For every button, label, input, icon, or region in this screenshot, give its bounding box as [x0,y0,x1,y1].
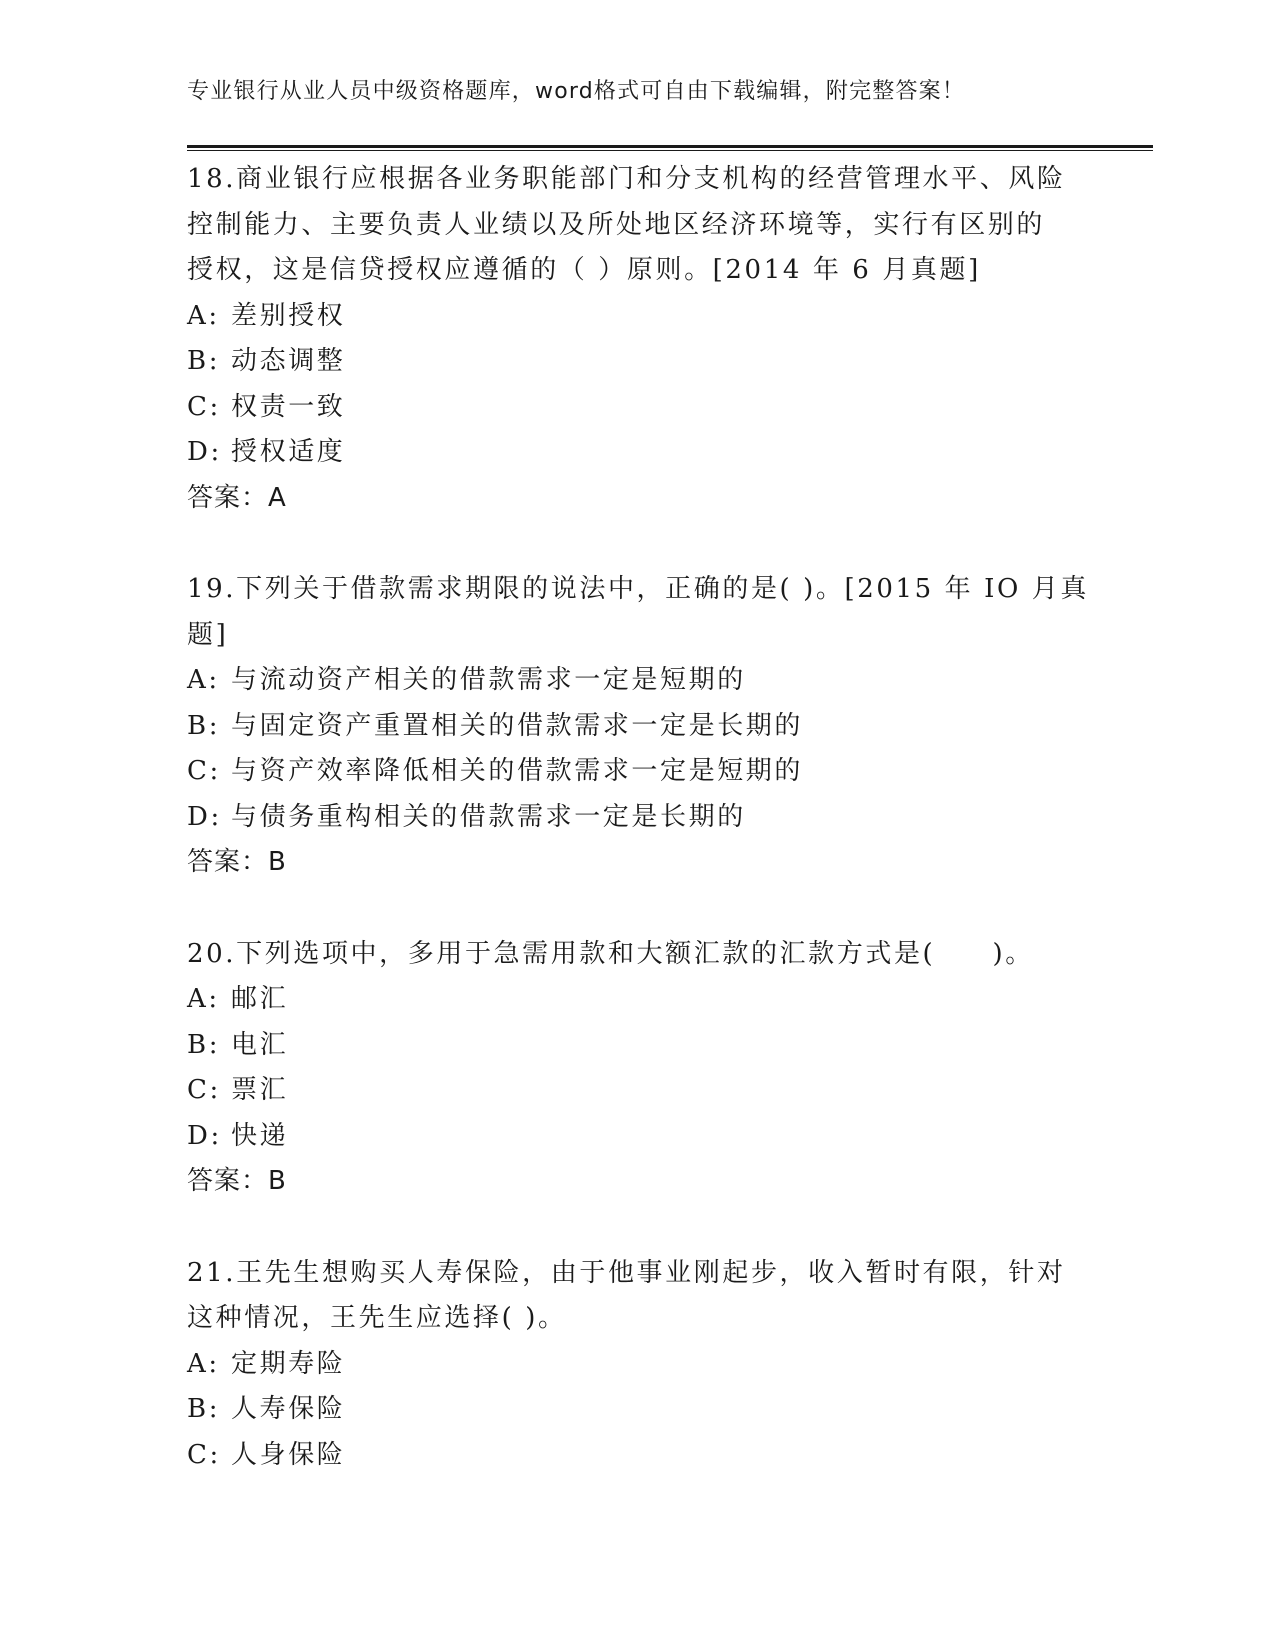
question-21 [187,1251,1087,1479]
option-d [187,1114,1087,1160]
option-key: B: [187,1394,221,1424]
option-key: D: [187,801,222,832]
option-text: 人寿保险 [231,1394,346,1424]
answer: 答案：A [187,482,287,513]
option-text: 与固定资产重置相关的借款需求一定是长期的 [231,710,804,741]
option-key: A: [187,1348,220,1379]
option-d [187,430,1087,476]
question-text-line: 19.下列关于借款需求期限的说法中，正确的是( )。[2015 年 IO 月真 [187,574,1089,604]
option-text: 与债务重构相关的借款需求一定是长期的 [231,801,746,832]
option-key: C: [187,1075,221,1105]
option-text: 权责一致 [231,391,346,422]
option-key: D: [187,437,222,467]
answer: 答案：B [187,1166,287,1196]
option-key: C: [187,1439,221,1470]
option-c [187,1433,1087,1479]
question-text-line: 这种情况，王先生应选择( )。 [187,1303,567,1333]
option-a [187,1342,1087,1388]
option-c [187,385,1087,431]
question-19 [187,567,1087,886]
option-key: C: [187,391,221,422]
question-text-line: 21.王先生想购买人寿保险，由于他事业刚起步，收入暂时有限，针对 [187,1257,1066,1288]
question-text-line: 题] [187,619,229,650]
option-text: 定期寿险 [231,1348,346,1379]
option-c [187,749,1087,795]
question-18 [187,157,1087,521]
option-key: C: [187,756,221,786]
option-text: 授权适度 [231,437,346,467]
option-b [187,1387,1087,1433]
option-b [187,339,1087,385]
option-key: B: [187,710,221,741]
option-text: 动态调整 [231,346,346,376]
page-header: 专业银行从业人员中级资格题库，word格式可自由下载编辑，附完整答案！ [187,79,966,104]
header-rule-thin [187,150,1153,151]
question-list [187,157,1087,1524]
option-key: A: [187,665,220,695]
option-key: B: [187,346,221,376]
question-text-line: 控制能力、主要负责人业绩以及所处地区经济环境等，实行有区别的 [187,209,1046,240]
option-c [187,1068,1087,1114]
option-text: 与流动资产相关的借款需求一定是短期的 [231,665,746,695]
header-rule-thick [187,145,1153,148]
option-text: 电汇 [231,1029,289,1060]
answer: 答案：B [187,847,287,877]
option-b [187,704,1087,750]
option-text: 差别授权 [231,300,346,331]
option-key: D: [187,1120,222,1151]
question-text-line: 授权，这是信贷授权应遵循的（ ）原则。[2014 年 6 月真题] [187,255,981,285]
question-20 [187,932,1087,1205]
option-a [187,294,1087,340]
option-a [187,977,1087,1023]
option-text: 人身保险 [231,1439,346,1470]
option-text: 快递 [231,1120,289,1151]
question-text-line: 18.商业银行应根据各业务职能部门和分支机构的经营管理水平、风险 [187,164,1066,194]
option-text: 票汇 [231,1075,289,1105]
option-key: B: [187,1029,221,1060]
option-key: A: [187,984,220,1014]
option-d [187,795,1087,841]
option-text: 邮汇 [231,984,289,1014]
option-b [187,1023,1087,1069]
option-text: 与资产效率降低相关的借款需求一定是短期的 [231,756,804,786]
question-text-line: 20.下列选项中，多用于急需用款和大额汇款的汇款方式是( )。 [187,938,1034,969]
option-a [187,658,1087,704]
option-key: A: [187,300,220,331]
